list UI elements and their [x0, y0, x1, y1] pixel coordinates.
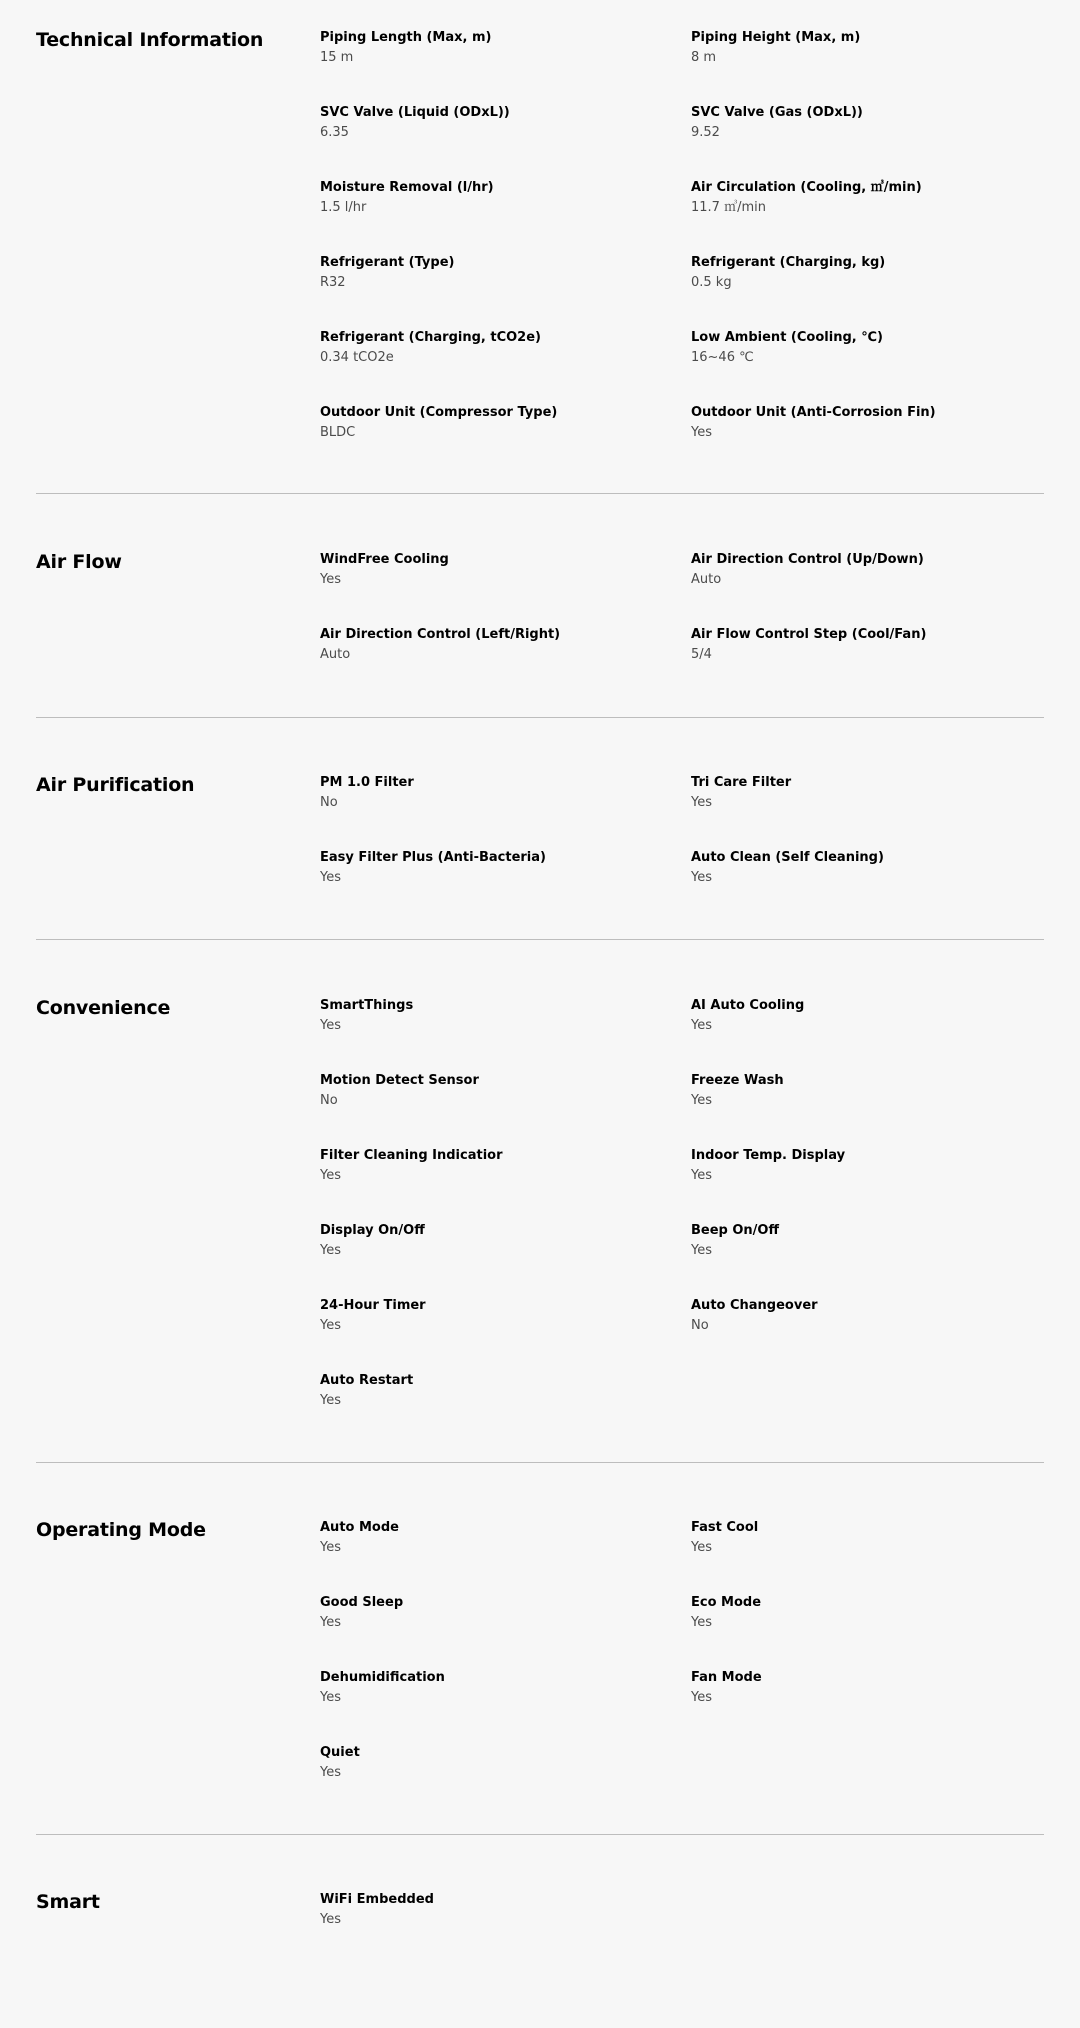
spec-value: No	[320, 795, 338, 810]
spec-label: Moisture Removal (l/hr)	[320, 180, 494, 195]
spec-item	[691, 1296, 1044, 1349]
spec-label: WindFree Cooling	[320, 552, 449, 567]
spec-value: R32	[320, 275, 346, 290]
spec-value: Yes	[320, 1243, 341, 1258]
spec-item	[320, 1296, 691, 1349]
spec-label: Piping Length (Max, m)	[320, 30, 492, 45]
spec-value: Auto	[320, 647, 351, 662]
section-title: Technical Information	[36, 29, 264, 51]
spec-value: Yes	[320, 1690, 341, 1705]
spec-label: Good Sleep	[320, 1595, 404, 1610]
spec-grid	[320, 1890, 1044, 1943]
spec-label: Piping Height (Max, m)	[691, 30, 861, 45]
spec-label: Refrigerant (Type)	[320, 255, 455, 270]
spec-item	[320, 178, 691, 231]
spec-item	[691, 848, 1044, 901]
spec-grid	[320, 773, 1044, 901]
spec-item	[320, 1371, 691, 1424]
spec-item	[320, 550, 691, 603]
spec-item	[320, 1221, 691, 1274]
spec-label: Filter Cleaning Indicatior	[320, 1148, 503, 1163]
spec-value: Yes	[320, 1912, 341, 1927]
spec-value: Yes	[320, 870, 341, 885]
spec-item	[320, 1518, 691, 1571]
spec-grid	[320, 550, 1044, 678]
spec-item	[320, 1890, 691, 1943]
spec-value: BLDC	[320, 425, 356, 440]
section-title: Smart	[36, 1891, 100, 1913]
spec-item	[320, 28, 691, 81]
spec-value: 16~46 ℃	[691, 350, 754, 365]
spec-label: Quiet	[320, 1745, 360, 1760]
spec-value: Yes	[320, 1393, 341, 1408]
spec-item	[320, 625, 691, 678]
spec-label: SmartThings	[320, 998, 414, 1013]
spec-item	[320, 403, 691, 456]
spec-label: Air Flow Control Step (Cool/Fan)	[691, 627, 927, 642]
spec-value: Yes	[320, 1615, 341, 1630]
section-title: Convenience	[36, 997, 171, 1019]
spec-item	[320, 1593, 691, 1646]
spec-item	[691, 1221, 1044, 1274]
spec-item	[320, 253, 691, 306]
spec-label: Display On/Off	[320, 1223, 425, 1238]
spec-value: Yes	[691, 1243, 712, 1258]
spec-label: Freeze Wash	[691, 1073, 784, 1088]
spec-value: Yes	[691, 425, 712, 440]
spec-value: No	[691, 1318, 709, 1333]
section-divider	[36, 717, 1044, 718]
spec-value: Yes	[320, 572, 341, 587]
spec-label: 24-Hour Timer	[320, 1298, 426, 1313]
spec-label: Eco Mode	[691, 1595, 762, 1610]
spec-label: Low Ambient (Cooling, ℃)	[691, 330, 883, 345]
spec-item	[691, 1668, 1044, 1721]
spec-grid	[320, 28, 1044, 456]
spec-value: 8 m	[691, 50, 717, 65]
section-divider	[36, 1462, 1044, 1463]
spec-value: 9.52	[691, 125, 720, 140]
spec-value: Yes	[691, 1168, 712, 1183]
spec-value: 15 m	[320, 50, 354, 65]
spec-item	[691, 328, 1044, 381]
spec-item	[320, 103, 691, 156]
spec-value: 5/4	[691, 647, 712, 662]
spec-label: Beep On/Off	[691, 1223, 780, 1238]
spec-value: Yes	[691, 1018, 712, 1033]
spec-value: Yes	[320, 1018, 341, 1033]
spec-value: Yes	[320, 1168, 341, 1183]
spec-value: No	[320, 1093, 338, 1108]
spec-value: Yes	[691, 1093, 712, 1108]
spec-label: Air Direction Control (Left/Right)	[320, 627, 561, 642]
spec-label: Fast Cool	[691, 1520, 759, 1535]
spec-label: SVC Valve (Liquid (ODxL))	[320, 105, 510, 120]
spec-label: Outdoor Unit (Compressor Type)	[320, 405, 558, 420]
spec-item	[691, 550, 1044, 603]
spec-label: Indoor Temp. Display	[691, 1148, 846, 1163]
spec-label: Air Direction Control (Up/Down)	[691, 552, 924, 567]
spec-item	[320, 1743, 691, 1796]
spec-value: Yes	[691, 1615, 712, 1630]
spec-value: 1.5 l/hr	[320, 200, 367, 215]
spec-value: 0.34 tCO2e	[320, 350, 394, 365]
section-title: Air Flow	[36, 551, 122, 573]
spec-item	[320, 773, 691, 826]
spec-item	[320, 848, 691, 901]
spec-item	[691, 773, 1044, 826]
spec-value: Yes	[320, 1540, 341, 1555]
spec-label: Auto Restart	[320, 1373, 414, 1388]
spec-label: Auto Changeover	[691, 1298, 818, 1313]
spec-label: Dehumidification	[320, 1670, 445, 1685]
section-title: Operating Mode	[36, 1519, 206, 1541]
spec-item	[691, 1518, 1044, 1571]
spec-item	[320, 996, 691, 1049]
spec-value: 11.7 ㎥/min	[691, 200, 766, 215]
spec-label: PM 1.0 Filter	[320, 775, 414, 790]
section-divider	[36, 939, 1044, 940]
spec-value: Yes	[691, 870, 712, 885]
spec-label: Fan Mode	[691, 1670, 762, 1685]
spec-item	[320, 328, 691, 381]
spec-item	[320, 1146, 691, 1199]
spec-label: Air Circulation (Cooling, ㎥/min)	[691, 180, 922, 195]
section-title: Air Purification	[36, 774, 195, 796]
spec-item	[691, 996, 1044, 1049]
spec-label: Auto Clean (Self Cleaning)	[691, 850, 884, 865]
spec-label: AI Auto Cooling	[691, 998, 805, 1013]
spec-grid	[320, 1518, 1044, 1796]
spec-label: Easy Filter Plus (Anti-Bacteria)	[320, 850, 546, 865]
spec-item	[320, 1071, 691, 1124]
spec-item	[691, 1146, 1044, 1199]
spec-item	[320, 1668, 691, 1721]
spec-item	[691, 28, 1044, 81]
spec-item	[691, 625, 1044, 678]
spec-value: Yes	[691, 1540, 712, 1555]
spec-value: Yes	[320, 1765, 341, 1780]
spec-item	[691, 1593, 1044, 1646]
spec-item	[691, 253, 1044, 306]
spec-value: 0.5 kg	[691, 275, 732, 290]
spec-label: WiFi Embedded	[320, 1892, 434, 1907]
spec-value: Auto	[691, 572, 722, 587]
spec-item	[691, 178, 1044, 231]
spec-label: Motion Detect Sensor	[320, 1073, 479, 1088]
spec-value: 6.35	[320, 125, 349, 140]
spec-label: Outdoor Unit (Anti-Corrosion Fin)	[691, 405, 936, 420]
spec-label: Refrigerant (Charging, kg)	[691, 255, 886, 270]
spec-label: Refrigerant (Charging, tCO2e)	[320, 330, 541, 345]
spec-item	[691, 403, 1044, 456]
spec-label: Auto Mode	[320, 1520, 399, 1535]
spec-label: SVC Valve (Gas (ODxL))	[691, 105, 863, 120]
spec-value: Yes	[320, 1318, 341, 1333]
spec-value: Yes	[691, 1690, 712, 1705]
spec-value: Yes	[691, 795, 712, 810]
section-divider	[36, 1834, 1044, 1835]
spec-grid	[320, 996, 1044, 1424]
spec-item	[691, 103, 1044, 156]
section-divider	[36, 493, 1044, 494]
spec-label: Tri Care Filter	[691, 775, 792, 790]
spec-item	[691, 1071, 1044, 1124]
